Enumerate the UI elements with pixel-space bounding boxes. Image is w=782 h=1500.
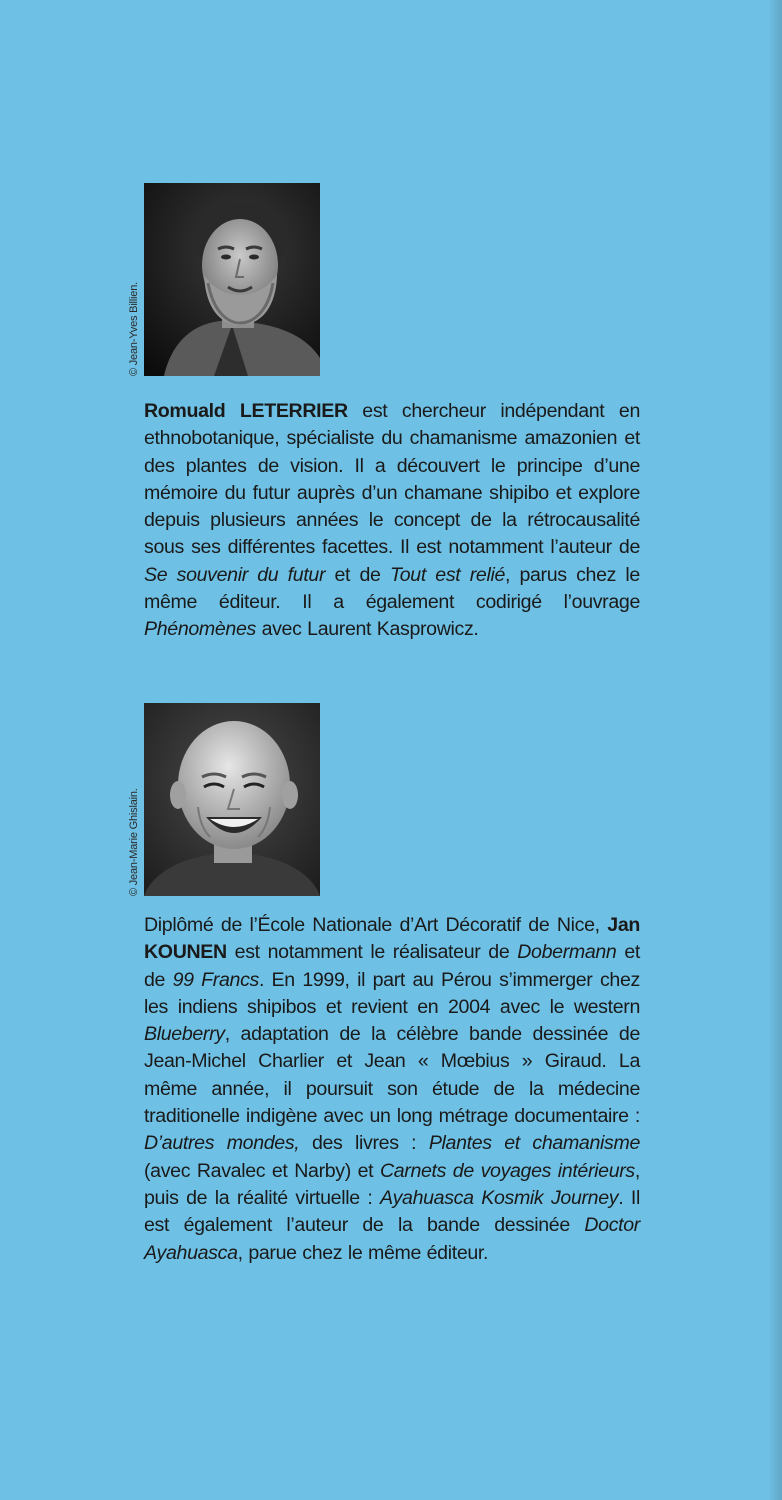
book-title: Plantes et chamanisme [428, 1132, 641, 1155]
bio-leterrier [144, 398, 640, 644]
bio-text: et de [325, 563, 390, 586]
comic-title: Doctor Ayahuasca [144, 1214, 640, 1264]
bio-text: , parus chez le même éditeur. Il a également codirigé l’ouvrage [144, 563, 640, 614]
author-name: Romuald LETERRIER [144, 400, 348, 422]
bio-text: des livres : [299, 1132, 429, 1155]
portrait-image [144, 183, 320, 376]
bio-text: Diplômé de l’École Nationale d’Art Décoratif de Nice, [144, 914, 608, 936]
portrait-kounen-graphic [144, 703, 320, 896]
bio-text: et de [144, 941, 640, 991]
film-title: Dobermann [517, 941, 617, 964]
film-title: D’autres mondes, [144, 1132, 300, 1155]
book-title: Phénomènes [144, 618, 256, 641]
film-title: Blueberry [144, 1023, 225, 1046]
bio-text: . En 1999, il part au Pérou s’immerger chez les indiens shipibos et revient en 2004 avec le western [144, 968, 640, 1018]
bio-text: (avec Ravalec et Narby) et [144, 1159, 380, 1182]
book-title: Tout est relié [389, 563, 506, 586]
author-photo-leterrier [144, 183, 320, 376]
bio-text: , adaptation de la célèbre bande dessinée de Jean-Michel Charlier et Jean « Mœbius » Giraud. La même année, il poursuit son étude de la médecine traditionelle indigène avec un long métrage documentaire : [144, 1023, 640, 1128]
bio-text: est notamment le réalisateur de [226, 941, 518, 964]
photo-credit-leterrier: © Jean-Yves Billien. [128, 282, 140, 376]
portrait-leterrier-graphic [144, 183, 320, 376]
book-title: Se souvenir du futur [144, 563, 326, 586]
photo-credit-kounen: © Jean-Marie Ghislain. [128, 788, 140, 896]
bio-text: . Il est également l’auteur de la bande dessinée [144, 1186, 640, 1237]
author-name: Jan KOUNEN [144, 914, 640, 964]
vr-title: Ayahuasca Kosmik Journey [380, 1186, 619, 1209]
bio-text: , parue chez le même éditeur. [237, 1241, 489, 1264]
bio-kounen [144, 912, 640, 1267]
portrait-image [144, 703, 320, 896]
book-title: Carnets de voyages intérieurs [379, 1159, 635, 1182]
film-title: 99 Francs [172, 968, 259, 991]
author-photo-kounen [144, 703, 320, 896]
bio-text: est chercheur indépendant en ethnobotanique, spécialiste du chamanisme amazonien et des plantes de vision. Il a découvert le principe d’une mémoire du futur auprès d’un chamane shipibo et explore depuis plusieurs années le concept de la rétrocausalité sous ses différentes facettes. Il est notamment l’auteur de [144, 400, 641, 559]
bio-text: , puis de la réalité virtuelle : [144, 1159, 640, 1209]
page-edge-shadow [768, 0, 782, 1500]
bio-text: avec Laurent Kasprowicz. [255, 618, 479, 641]
